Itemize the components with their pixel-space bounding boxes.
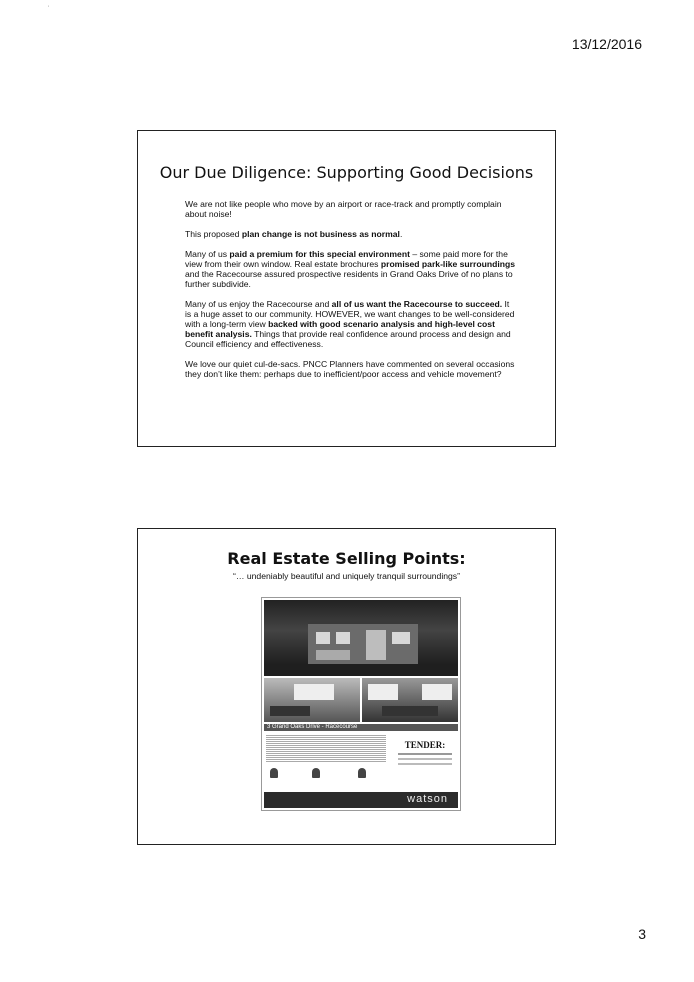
listing-address: 3 Grand Oaks Drive - Racecourse — [264, 724, 458, 731]
brochure-footer — [264, 792, 458, 808]
emphasis: paid a premium for this special environment — [229, 249, 410, 259]
house-shape — [308, 620, 418, 668]
emphasis: plan change is not business as normal — [241, 229, 400, 239]
agent-photos — [266, 768, 386, 790]
paragraph-plan-change — [185, 229, 517, 239]
slide-real-estate — [137, 528, 556, 845]
slide-subtitle: “… undeniably beautiful and uniquely tranquil surroundings” — [233, 571, 460, 581]
slide-title: Our Due Diligence: Supporting Good Decisions — [159, 163, 534, 182]
living-room-photo — [264, 678, 360, 722]
scan-mark: ' — [48, 6, 50, 12]
text-run: It is a huge asset to our community. HOWEVER, we want changes to be well-considered with a long-term view — [185, 299, 515, 329]
page-number: 3 — [638, 926, 646, 942]
text-run: . — [399, 229, 403, 239]
house-exterior-photo — [264, 600, 458, 676]
tender-box — [392, 734, 458, 782]
print-date: 13/12/2016 — [571, 36, 642, 52]
tender-label: TENDER: — [404, 740, 446, 750]
paragraph-premium — [185, 249, 517, 289]
lounge-photo — [362, 678, 458, 722]
listing-fine-print — [266, 734, 386, 762]
paragraph-racecourse — [185, 299, 517, 349]
text-run: Many of us enjoy the Racecourse and — [185, 299, 332, 309]
text-run: Things that provide real confidence around process and design and Council efficiency and effectiveness. — [185, 329, 511, 349]
emphasis: all of us want the Racecourse to succeed. — [331, 299, 503, 309]
paragraph-noise: We are not like people who move by an airport or race-track and promptly complain about noise! — [185, 199, 502, 219]
text-run: This proposed — [185, 229, 242, 239]
real-estate-brochure-image — [261, 597, 461, 811]
emphasis: promised park-like surroundings — [380, 259, 516, 269]
text-run: and the Racecourse assured prospective residents in Grand Oaks Drive of no plans to further subdivide. — [185, 269, 513, 289]
paragraph-cul-de-sacs: We love our quiet cul-de-sacs. PNCC Planners have commented on several occasions they don’t like them: perhaps due to inefficient/poor access and vehicle movement? — [185, 359, 515, 379]
text-run: Many of us — [185, 249, 230, 259]
slide-body — [185, 199, 517, 389]
slide-title: Real Estate Selling Points: — [227, 549, 466, 568]
agency-logo: watson — [407, 793, 448, 805]
text-run: – some paid more for the view from their own window. Real estate brochures — [185, 249, 508, 269]
slide-due-diligence — [137, 130, 556, 447]
emphasis: backed with good scenario analysis and high-level cost benefit analysis. — [185, 319, 495, 339]
